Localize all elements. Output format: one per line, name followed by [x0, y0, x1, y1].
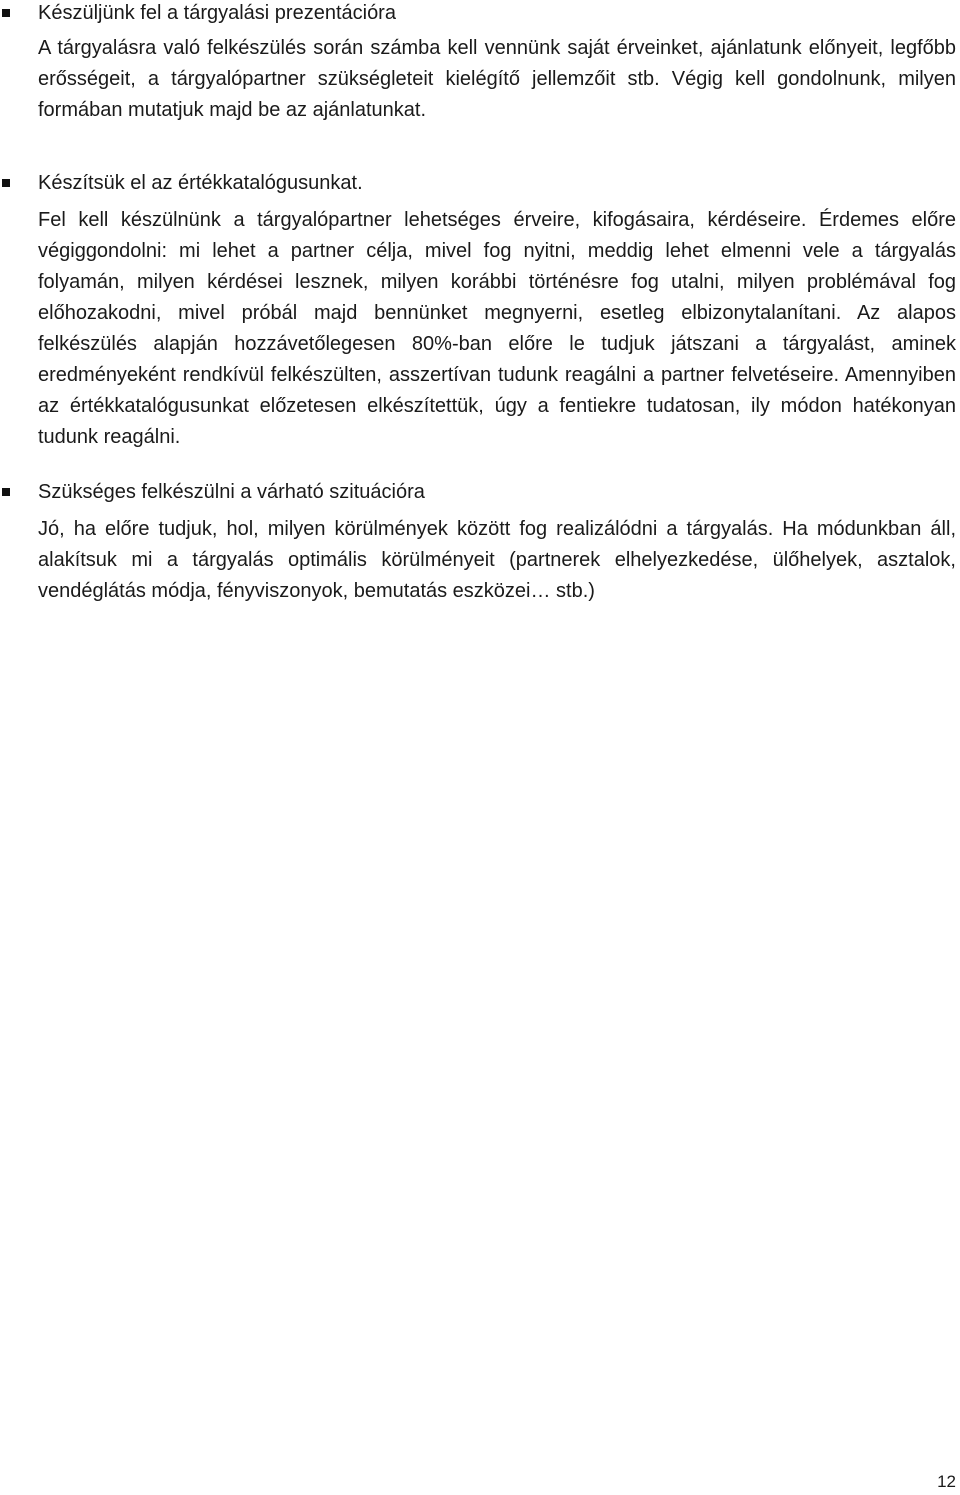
square-bullet-icon [2, 488, 10, 496]
section-paragraph: A tárgyalásra való felkészülés során számba kell vennünk saját érveinket, ajánlatunk előnyeit, legfőbb erősségeit, a tárgyalópartner szükségleteit kielégítő jellemzőit stb. Végig kell gondolnunk, milyen formában mutatjuk majd be az ajánlatunkat. [38, 37, 956, 121]
section-paragraph: Jó, ha előre tudjuk, hol, milyen körülmények között fog realizálódni a tárgyalás. Ha módunkban áll, alakítsuk mi a tárgyalás optimális körülményeit (partnerek elhelyezkedése, ülőhelyek, asztalok, vendéglátás módja, fényviszonyok, bemutatás eszközei… stb.) [38, 518, 956, 602]
section-heading: Szükséges felkészülni a várható szituációra [38, 481, 425, 503]
section-heading: Készüljünk fel a tárgyalási prezentációra [38, 2, 396, 24]
square-bullet-icon [2, 9, 10, 17]
square-bullet-icon [2, 179, 10, 187]
page-number: 12 [937, 1472, 956, 1491]
section-paragraph: Fel kell készülnünk a tárgyalópartner lehetséges érveire, kifogásaira, kérdéseire. Érdemes előre végiggondolni: mi lehet a partner célja, mivel fog nyitni, meddig lehet elmenni vele a tárgyalás folyamán, milyen kérdései lesznek, milyen korábbi történésre fog utalni, milyen problémával fog előhozakodni, mivel próbál majd bennünket megnyerni, esetleg elbizonytalanítani. Az alapos felkészülés alapján hozzávetőlegesen 80%-ban előre le tudjuk játszani a tárgyalást, aminek eredményeként rendkívül felkészülten, asszertívan tudunk reagálni a partner felvetéseire. Amennyiben az értékkatalógusunkat előzetesen elkészítettük, úgy a fentiekre tudatosan, ily módon hatékonyan tudunk reagálni. [38, 209, 956, 448]
section-heading: Készítsük el az értékkatalógusunkat. [38, 172, 363, 194]
